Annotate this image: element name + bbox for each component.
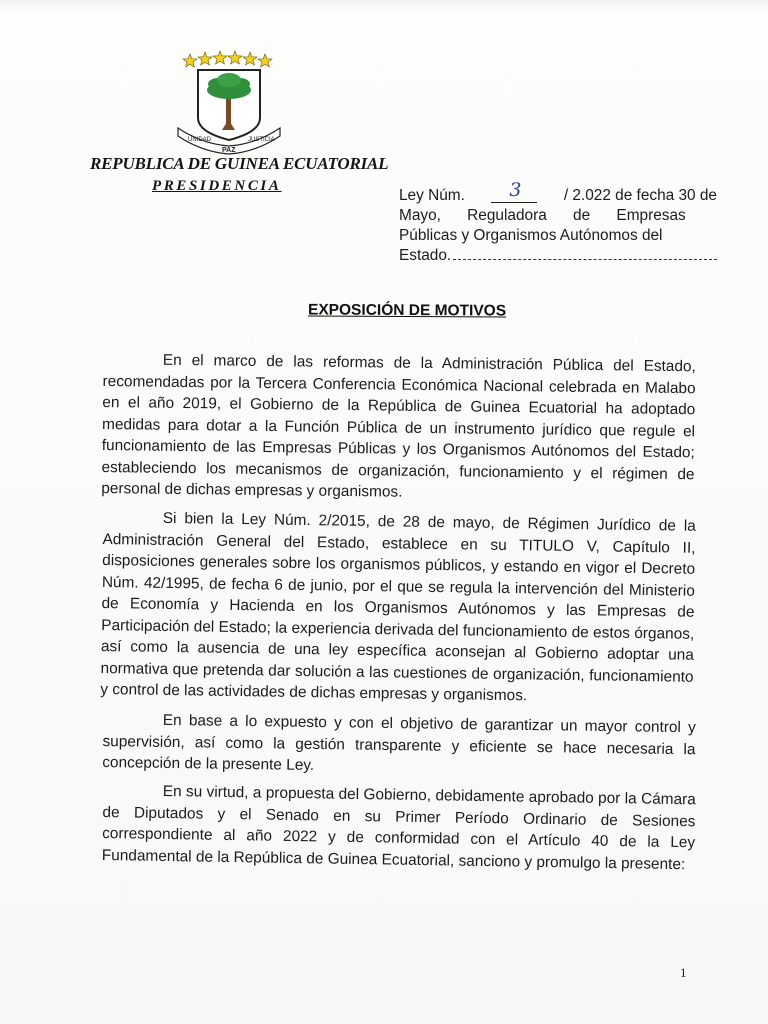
paragraph-3 [102, 709, 696, 782]
law-prefix: Ley Núm. [399, 187, 465, 204]
star-icon [243, 52, 257, 65]
coat-of-arms-icon [172, 48, 284, 160]
motto-center: PAZ [222, 147, 236, 154]
law-reference-line-3 [399, 226, 717, 246]
paragraph-text: En su virtud, a propuesta del Gobierno, debidamente aprobado por la Cámara de Diputados y el Senado en su Primer Período Ordinario de Sesiones correspondiente al año 2022 y de conformidad con el Artículo 40 de la Ley Fundamental de la República de Guinea Ecuatorial, sanciono y promulgo la presente: [101, 782, 696, 873]
page-number: 1 [680, 965, 687, 980]
paragraph-1 [101, 349, 696, 507]
law-number-field [491, 179, 537, 203]
paragraph-text: Si bien la Ley Núm. 2/2015, de 28 de mayo, de Régimen Jurídico de la Administración General del Estado, establece en su TITULO V, Capítulo II, disposiciones generales sobre los organismos públicos, y estando en vigor el Decreto Núm. 42/1995, de fecha 6 de junio, por el que se regula la intervención del Ministerio de Economía y Hacienda en los Organismos Autónomos y las Empresas de Participación del Estado; la experiencia derivada del funcionamiento de estos órganos, así como la ausencia de una ley específica aconsejan al Gobierno adoptar una normativa que pretenda dar solución a las cuestiones de organización, funcionamiento y control de las actividades de dichas empresas y organismos. [100, 509, 696, 705]
republic-name: REPUBLICA DE GUINEA ECUATORIAL [90, 154, 389, 173]
dashed-rule [453, 246, 717, 260]
law-number-handwritten: 3 [509, 179, 522, 201]
scan-shadow [0, 0, 768, 10]
law-reference-line-2 [399, 206, 717, 226]
paragraph-text: En base a lo expuesto y con el objetivo de garantizar un mayor control y supervisión, así como la gestión transparente y eficiente se hace necesaria la concepción de la presente Ley. [102, 711, 696, 774]
law-reference-line-1 [399, 179, 717, 206]
paragraph-4 [102, 780, 696, 875]
office-name: PRESIDENCIA [152, 178, 282, 194]
motto-left: UNIDAD [188, 137, 212, 143]
law-date: / 2.022 de fecha 30 de [563, 187, 717, 204]
law-reference-line-4 [399, 246, 717, 266]
stars-row [183, 51, 272, 67]
star-icon [213, 51, 227, 64]
star-icon [183, 54, 197, 67]
law-title-line-4: Estado. [399, 247, 452, 264]
star-icon [228, 51, 242, 64]
law-title-line-2: Mayo, Reguladora de Empresas [399, 207, 686, 224]
section-title: EXPOSICIÓN DE MOTIVOS [307, 301, 507, 320]
paragraph-2 [100, 507, 696, 709]
law-title-line-3: Públicas y Organismos Autónomos del [399, 227, 663, 244]
paragraph-text: En el marco de las reformas de la Administración Pública del Estado, recomendadas por la Tercera Conferencia Económica Nacional celebrada en Malabo en el año 2019, el Gobierno de la República de Guinea Ecuatorial ha adoptado medidas para dotar a la Función Pública de un instrumento jurídico que regule el funcionamiento de las Empresas Públicas y los Organismos Autónomos del Estado; estableciendo los mecanismos de organización, funcionamiento y el régimen de personal de dichas empresas y organismos. [101, 351, 696, 501]
star-icon [258, 54, 272, 67]
star-icon [198, 52, 212, 65]
law-reference [399, 179, 717, 266]
motto-right: JUSTICIA [248, 137, 275, 143]
